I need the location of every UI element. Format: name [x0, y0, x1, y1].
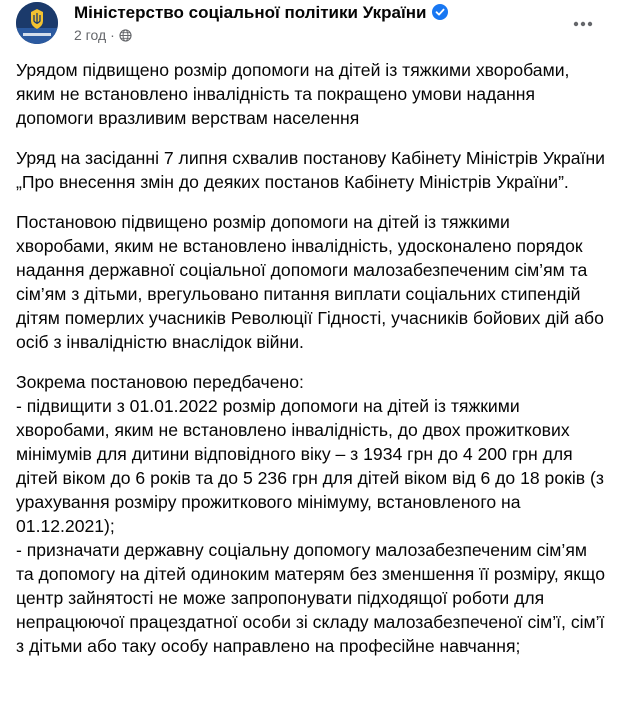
post-paragraph-intro: Уряд на засіданні 7 липня схвалив постанову Кабінету Міністрів України „Про внесення змін до деяких постанов Кабінету Міністрів України”.	[16, 148, 605, 192]
post-header	[16, 0, 601, 52]
post-paragraph-details: Зокрема постановою передбачено: - підвищити з 01.01.2022 розмір допомоги на дітей із тяжкими хворобами, яким не встановлено інвалідність, до двох прожиткових мінімумів для дитини відповідного віку – з 1934 грн до 4 200 грн для дітей віком до 6 років та до 5 236 грн для дітей віком від 6 до 18 років (з урахування розміру прожиткового мінімуму, встановленого на 01.12.2021); - призначати державну соціальну допомогу малозабезпеченим сім’ям та допомогу на дітей одиноким матерям без зменшення її розміру, якщо центр зайнятості не може запропонувати підходящої роботи для непрацюючої працездатної особи зі складу малозабезпеченої сім’ї, сім’ї з дітьми або таку особу направлено на професійне навчання;	[16, 372, 605, 656]
page-name-text[interactable]: Міністерство соціальної політики України	[74, 3, 427, 22]
page-avatar[interactable]	[16, 2, 58, 44]
verified-badge-icon	[432, 4, 448, 20]
post-timestamp[interactable]: 2 год	[74, 27, 107, 43]
page-name[interactable]	[74, 3, 448, 23]
more-options-icon	[573, 21, 593, 27]
globe-icon[interactable]	[119, 29, 132, 42]
post-paragraph-summary: Постановою підвищено розмір допомоги на дітей із тяжкими хворобами, яким не встановлено інвалідність, удосконалено порядок надання державної соціальної допомоги малозабезпеченим сім’ям та сім’ям з дітьми, врегульовано питання виплати соціальних стипендій дітям померлих учасників Революції Гідності, учасників бойових дій або осіб з інвалідністю внаслідок війни.	[16, 212, 604, 352]
post-paragraph-headline: Урядом підвищено розмір допомоги на дітей із тяжкими хворобами, яким не встановлено інвалідність та покращено умови надання допомоги вразливим верствам населення	[16, 60, 570, 128]
meta-separator: ·	[110, 27, 115, 43]
more-options-button[interactable]	[565, 6, 601, 42]
post-body	[16, 58, 606, 674]
ministry-emblem-icon	[16, 2, 58, 44]
post-meta	[74, 27, 132, 43]
